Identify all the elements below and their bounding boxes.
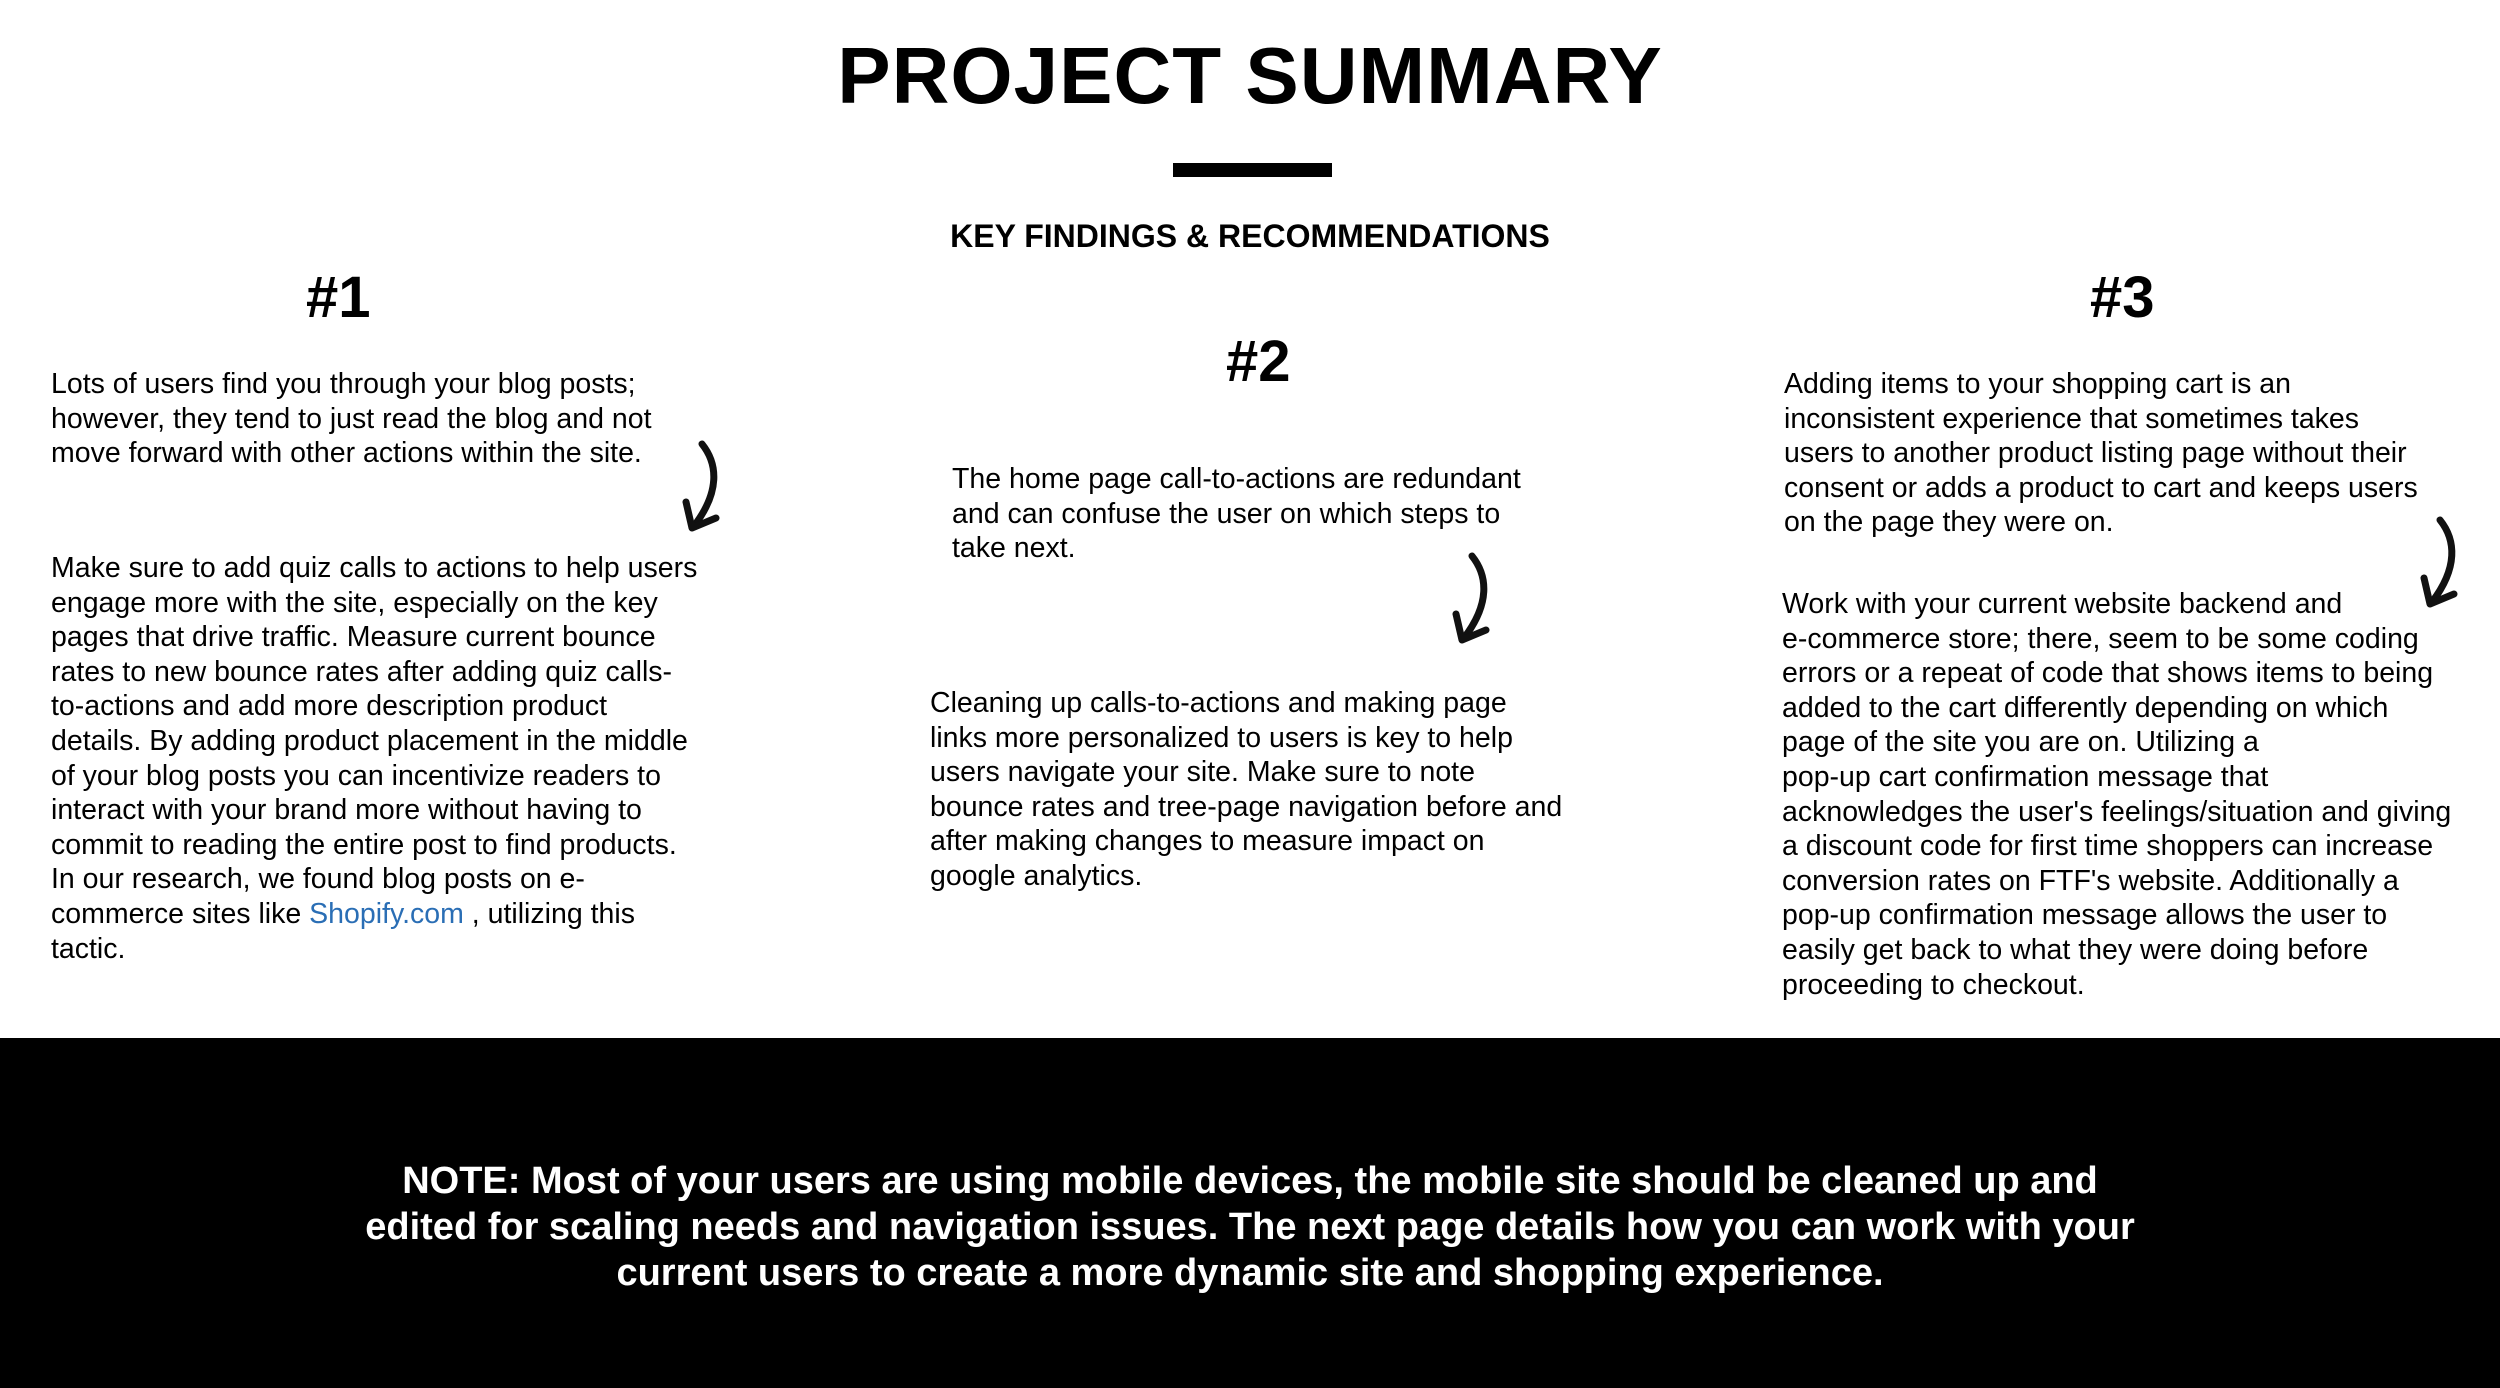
text-line: easily get back to what they were doing before — [1782, 933, 2369, 966]
text-line: inconsistent experience that sometimes takes — [1784, 402, 2360, 435]
finding-1-problem — [51, 367, 652, 471]
text-line: links more personalized to users is key to help — [930, 721, 1513, 754]
text-line: Adding items to your shopping cart is an — [1784, 368, 2291, 400]
text-line: rates to new bounce rates after adding quiz calls- — [51, 655, 673, 688]
text-line: errors or a repeat of code that shows items to being — [1782, 657, 2434, 690]
text-line: Work with your current website backend and — [1782, 588, 2343, 620]
text-line: Make sure to add quiz calls to actions to help users — [51, 552, 698, 584]
note-line: edited for scaling needs and navigation issues. The next page details how you can work with your — [365, 1206, 2135, 1248]
text-line: pop-up confirmation message allows the user to — [1782, 899, 2388, 932]
text-line: a discount code for first time shoppers can increase — [1782, 830, 2434, 863]
text-segment: , utilizing this — [463, 897, 635, 930]
page-title: PROJECT SUMMARY — [837, 31, 1663, 120]
text-line: details. By adding product placement in the middle — [51, 724, 688, 757]
text-line: page of the site you are on. Utilizing a — [1782, 726, 2259, 759]
section-subtitle: KEY FINDINGS & RECOMMENDATIONS — [950, 218, 1550, 254]
note-line: NOTE: Most of your users are using mobile devices, the mobile site should be cleaned up and — [402, 1160, 2098, 1202]
text-line: In our research, we found blog posts on e- — [51, 863, 585, 896]
text-line: consent or adds a product to cart and keeps users — [1784, 471, 2418, 504]
text-line: tactic. — [51, 932, 126, 965]
finding-3-problem — [1784, 367, 2418, 540]
text-line: take next. — [952, 532, 1076, 565]
text-line — [51, 897, 697, 932]
text-line: google analytics. — [930, 859, 1143, 892]
text-line: however, they tend to just read the blog and not — [51, 402, 652, 435]
curved-down-arrow-icon — [680, 438, 730, 538]
text-line: acknowledges the user's feelings/situation and giving — [1782, 795, 2452, 828]
text-line: pages that drive traffic. Measure current bounce — [51, 621, 656, 654]
text-segment: commerce sites like — [51, 897, 310, 930]
text-line: Lots of users find you through your blog posts; — [51, 368, 636, 400]
finding-1-recommendation — [51, 551, 697, 966]
text-line: conversion rates on FTF's website. Additionally a — [1782, 864, 2399, 897]
text-line: of your blog posts you can incentivize readers to — [51, 759, 661, 792]
text-line: after making changes to measure impact on — [930, 825, 1485, 858]
mobile-note — [0, 1158, 2500, 1296]
text-line: Cleaning up calls-to-actions and making page — [930, 687, 1507, 719]
finding-2-number: #2 — [1226, 329, 1291, 394]
finding-3-recommendation — [1782, 587, 2451, 1002]
text-line: on the page they were on. — [1784, 506, 2114, 539]
text-line: engage more with the site, especially on the key — [51, 586, 658, 619]
text-line: move forward with other actions within the site. — [51, 437, 642, 470]
text-line: users navigate your site. Make sure to note — [930, 756, 1475, 789]
finding-2-problem — [952, 462, 1521, 566]
text-line: users to another product listing page without their — [1784, 437, 2407, 470]
note-line: current users to create a more dynamic site and shopping experience. — [616, 1252, 1884, 1294]
text-line: e-commerce store; there, seem to be some coding — [1782, 622, 2419, 655]
text-line: pop-up cart confirmation message that — [1782, 760, 2269, 793]
text-line: bounce rates and tree-page navigation before and — [930, 790, 1563, 823]
text-line: and can confuse the user on which steps to — [952, 497, 1501, 530]
shopify-link[interactable]: Shopify.com — [309, 897, 464, 930]
text-line: commit to reading the entire post to find products. — [51, 828, 677, 861]
curved-down-arrow-icon — [1450, 550, 1500, 650]
text-line: proceeding to checkout. — [1782, 968, 2085, 1001]
finding-1-number: #1 — [306, 265, 371, 330]
finding-3-number: #3 — [2090, 265, 2155, 330]
finding-2-recommendation — [930, 686, 1562, 894]
text-line: to-actions and add more description product — [51, 690, 608, 723]
text-line: added to the cart differently depending on which — [1782, 691, 2389, 724]
title-divider — [1173, 163, 1332, 177]
text-line: interact with your brand more without having to — [51, 794, 642, 827]
text-line: The home page call-to-actions are redundant — [952, 463, 1521, 495]
